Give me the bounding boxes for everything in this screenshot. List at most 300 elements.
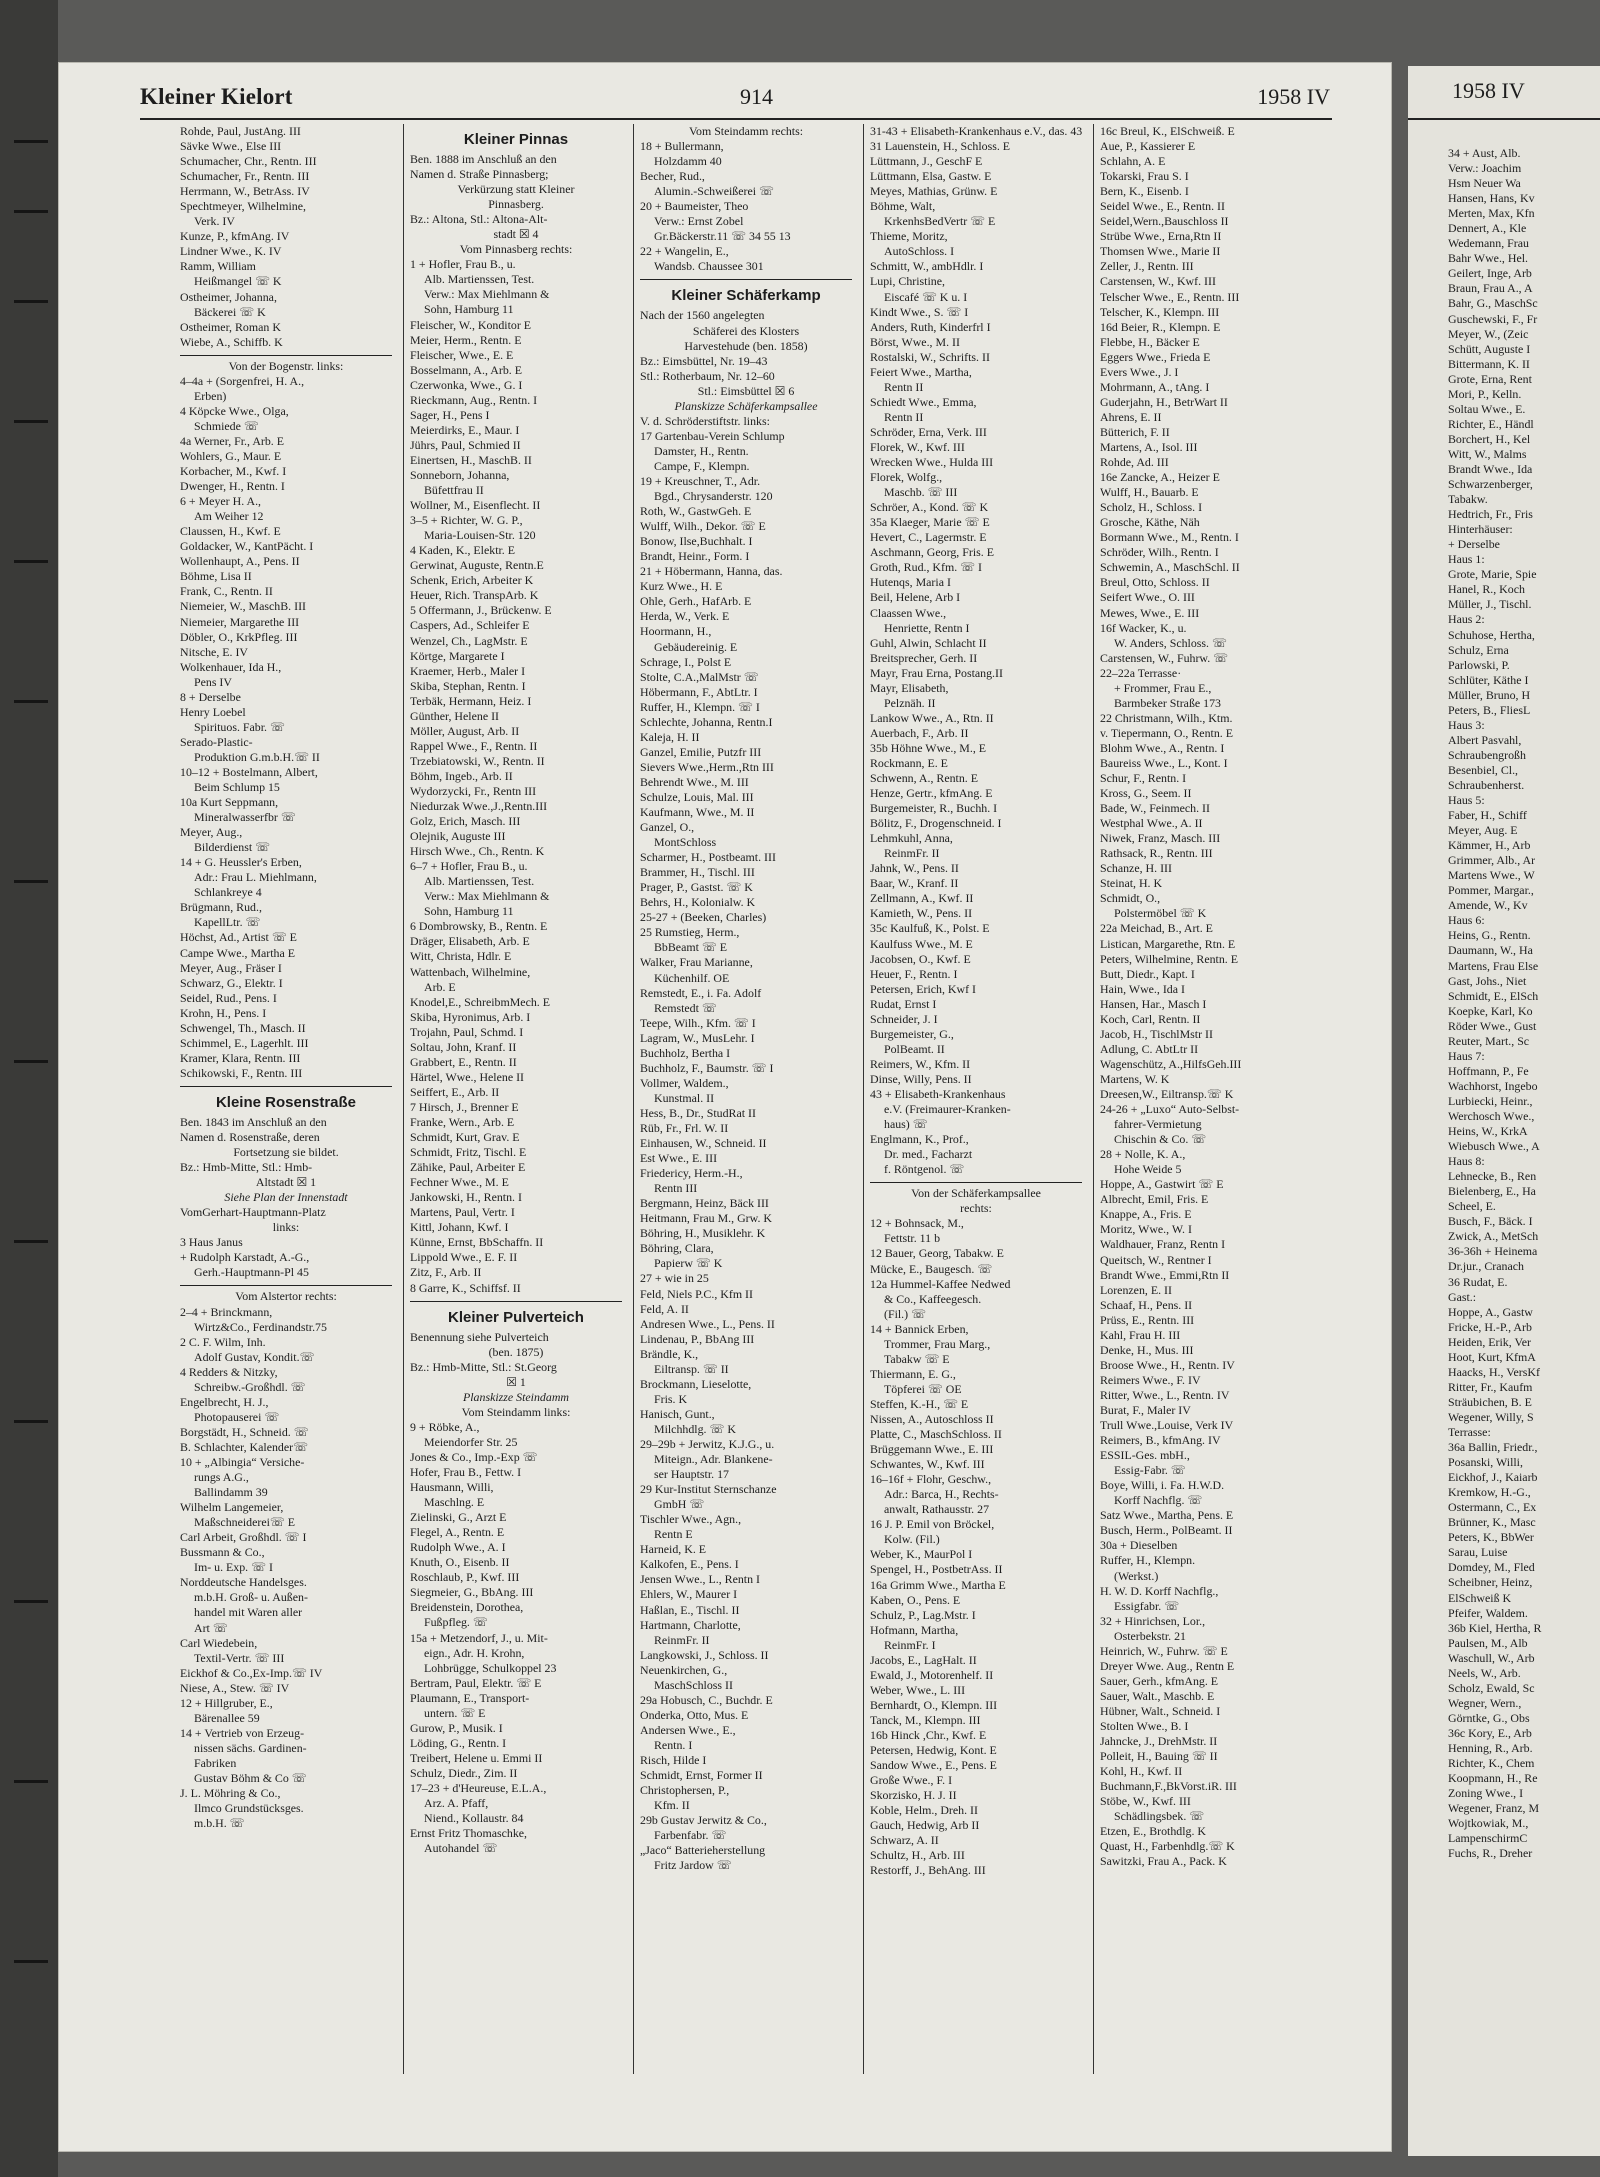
directory-entry: Florek, W., Kwf. III — [870, 439, 965, 454]
directory-entry: Rentn II — [884, 379, 924, 394]
directory-entry: Kaben, O., Pens. E — [870, 1592, 961, 1607]
directory-entry: Hübner, Walt., Schneid. I — [1100, 1703, 1221, 1718]
directory-entry: Pinnasberg. — [488, 197, 544, 212]
directory-entry: 16f Wacker, K., u. — [1100, 620, 1187, 635]
directory-entry: handel mit Waren aller — [194, 1605, 303, 1620]
directory-entry: Skorzisko, H. J. II — [870, 1788, 957, 1803]
directory-entry: Lüttmann, J., GeschF E — [870, 154, 983, 169]
directory-entry: Bz.: Altona, Stl.: Altona-Alt- — [410, 212, 548, 227]
column-divider — [633, 124, 634, 2074]
facing-page-entry: 34 + Aust, Alb. — [1448, 146, 1521, 160]
directory-entry: Guderjahn, H., BetrWart II — [1100, 394, 1228, 409]
directory-entry: 7 Hirsch, J., Brenner E — [410, 1099, 519, 1114]
directory-entry: 1 + Hofler, Frau B., u. — [410, 257, 516, 272]
directory-entry: Büfettfrau II — [424, 483, 484, 498]
directory-entry: m.b.H. ☏ — [194, 1816, 245, 1831]
directory-entry: Hevert, C., Lagermstr. E — [870, 530, 987, 545]
facing-page-entry: Werchosch Wwe., — [1448, 1109, 1535, 1123]
directory-entry: Bz.: Hmb-Mitte, Stl.: St.Georg — [410, 1359, 557, 1374]
directory-entry: 29b Gustav Jerwitz & Co., — [640, 1813, 767, 1828]
directory-entry: Serado-Plastic- — [180, 734, 253, 749]
facing-page-entry: Parlowski, P. — [1448, 657, 1510, 672]
directory-entry: Boye, Willi, i. Fa. H.W.D. — [1100, 1478, 1225, 1493]
facing-page-entry: Koepke, Karl, Ko — [1448, 1003, 1533, 1018]
facing-page-entry: Geilert, Inge, Arb — [1448, 266, 1532, 281]
directory-entry: Petersen, Hedwig, Kont. E — [870, 1743, 997, 1758]
facing-page-entry: Braun, Frau A., A — [1448, 281, 1533, 296]
directory-entry: Feld, Niels P.C., Kfm II — [640, 1286, 753, 1301]
directory-entry: Jacobsen, O., Kwf. E — [870, 951, 971, 966]
directory-entry: Schmidt, O., — [1100, 891, 1161, 906]
directory-entry: Meyes, Mathias, Grünw. E — [870, 184, 998, 199]
directory-entry: Rathsack, R., Rentn. III — [1100, 846, 1213, 861]
directory-entry: Zitz, F., Arb. II — [410, 1265, 482, 1280]
directory-entry: 16e Zancke, A., Heizer E — [1100, 470, 1220, 485]
directory-entry: Lüttmann, Elsa, Gastw. E — [870, 169, 992, 184]
directory-entry: Zellmann, A., Kwf. II — [870, 891, 974, 906]
directory-entry: Florek, Wolfg., — [870, 470, 943, 485]
directory-entry: Chischin & Co. ☏ — [1114, 1132, 1207, 1147]
directory-entry: Eiltransp. ☏ II — [654, 1361, 729, 1376]
directory-entry: Milchhdlg. ☏ K — [654, 1421, 736, 1436]
directory-entry: 29 Kur-Institut Sternschanze — [640, 1482, 777, 1497]
directory-entry: Satz Wwe., Martha, Pens. E — [1100, 1508, 1234, 1523]
directory-entry: Schmidt, Kurt, Grav. E — [410, 1130, 520, 1145]
directory-entry: Breitsprecher, Gerh. II — [870, 650, 978, 665]
directory-entry: Ahrens, E. II — [1100, 409, 1162, 424]
directory-entry: 2 C. F. Wilm, Inh. — [180, 1334, 266, 1349]
directory-entry: Erben) — [194, 388, 227, 403]
directory-entry: Haßlan, E., Tischl. II — [640, 1602, 740, 1617]
directory-entry: Maßschneiderei☏ E — [194, 1515, 296, 1530]
facing-page-entry: Hanel, R., Koch — [1448, 582, 1525, 597]
directory-entry: Tischler Wwe., Agn., — [640, 1512, 742, 1527]
directory-entry: Stolten Wwe., B. I — [1100, 1718, 1189, 1733]
directory-entry: Sievers Wwe.,Herm.,Rtn III — [640, 759, 774, 774]
facing-page-entry: Fricke, H.-P., Arb — [1448, 1319, 1532, 1334]
facing-page-entry: Kämmer, H., Arb — [1448, 838, 1531, 853]
directory-entry: Produktion G.m.b.H.☏ II — [194, 749, 320, 764]
directory-entry: Hain, Wwe., Ida I — [1100, 981, 1185, 996]
directory-entry: Trommer, Frau Marg., — [884, 1336, 991, 1351]
directory-entry: 16b Hinck ,Chr., Kwf. E — [870, 1727, 987, 1742]
directory-entry: Ohle, Gerh., HafArb. E — [640, 594, 752, 609]
spine-mark — [14, 1780, 48, 1783]
directory-entry: Kahl, Frau H. III — [1100, 1327, 1181, 1342]
directory-entry: Soltau, John, Kranf. II — [410, 1039, 517, 1054]
facing-page-entry: Schmidt, E., ElSch — [1448, 988, 1539, 1003]
directory-entry: Ostheimer, Roman K — [180, 319, 281, 334]
directory-entry: 22–22a Terrasse· — [1100, 665, 1182, 680]
facing-page-entry: Wegener, Willy, S — [1448, 1409, 1534, 1424]
directory-entry: 10a Kurt Seppmann, — [180, 795, 279, 810]
facing-page-entry: Guschewski, F., Fr — [1448, 311, 1538, 326]
directory-entry: Schädlingsbek. ☏ — [1114, 1809, 1205, 1824]
directory-entry: Trzebiatowski, W., Rentn. II — [410, 753, 545, 768]
directory-entry: + Rudolph Karstadt, A.-G., — [180, 1250, 310, 1265]
directory-entry: Guhl, Alwin, Schlacht II — [870, 635, 987, 650]
directory-entry: Fortsetzung sie bildet. — [233, 1145, 339, 1160]
facing-page-entry: Zoning Wwe., I — [1448, 1786, 1524, 1801]
facing-page-entry: Kremkow, H.-G., — [1448, 1485, 1531, 1500]
street-section-heading: Kleiner Schäferkamp — [671, 287, 821, 305]
directory-entry: Nach der 1560 angelegten — [640, 308, 765, 323]
directory-entry: MontSchloss — [654, 835, 717, 850]
directory-entry: Barmbeker Straße 173 — [1114, 695, 1221, 710]
directory-entry: Ramm, William — [180, 259, 256, 274]
facing-page-entry: Lurbiecki, Heinr., — [1448, 1093, 1533, 1108]
header-rule — [140, 118, 1332, 120]
directory-entry: Sohn, Hamburg 11 — [424, 302, 514, 317]
directory-entry: Evers Wwe., J. I — [1100, 364, 1179, 379]
directory-entry: stadt ☒ 4 — [493, 227, 539, 242]
directory-entry: Sauer, Walt., Maschb. E — [1100, 1688, 1215, 1703]
directory-entry: Martens, W. K — [1100, 1071, 1170, 1086]
directory-entry: Hartmann, Charlotte, — [640, 1617, 741, 1632]
directory-entry: Wagenschütz, A.,HilfsGeh.III — [1100, 1056, 1242, 1071]
directory-entry: Hofmann, Martha, — [870, 1622, 959, 1637]
directory-entry: 8 Garre, K., Schiffsf. II — [410, 1280, 521, 1295]
directory-entry: Schröder, Erna, Verk. III — [870, 424, 987, 439]
directory-entry: Hirsch Wwe., Ch., Rentn. K — [410, 844, 545, 859]
facing-page-entry: 36c Kory, E., Arb — [1448, 1725, 1532, 1740]
facing-page-entry: Heins, G., Rentn. — [1448, 928, 1531, 943]
directory-entry: Polleit, H., Bauing ☏ II — [1100, 1749, 1218, 1764]
facing-page-entry: Schütt, Auguste I — [1448, 341, 1531, 356]
directory-entry: Ballindamm 39 — [194, 1485, 268, 1500]
directory-entry: Telscher, K., Klempn. III — [1100, 304, 1220, 319]
column-5 — [1100, 124, 1312, 2074]
directory-entry: Prüss, E., Rentn. III — [1100, 1312, 1195, 1327]
directory-entry: Bertram, Paul, Elektr. ☏ E — [410, 1675, 542, 1690]
directory-entry: & Co., Kaffeegesch. — [884, 1291, 982, 1306]
directory-entry: ReinmFr. I — [884, 1637, 936, 1652]
directory-entry: Roschlaub, P., Kwf. III — [410, 1570, 520, 1585]
facing-page-entry: Scheel, E. — [1448, 1199, 1496, 1214]
directory-entry: rungs A.G., — [194, 1470, 249, 1485]
column-2 — [410, 124, 622, 2074]
directory-entry: VomGerhart-Hauptmann-Platz — [180, 1205, 326, 1220]
directory-entry: Bölitz, F., Drogenschneid. I — [870, 816, 1002, 831]
directory-entry: Tanck, M., Klempn. III — [870, 1712, 981, 1727]
facing-page-entry: Peters, B., FliesL — [1448, 702, 1531, 717]
directory-entry: Körtge, Margarete I — [410, 648, 505, 663]
facing-page-entry: Gast.: — [1448, 1289, 1477, 1304]
directory-entry: Hausmann, Willi, — [410, 1480, 494, 1495]
directory-entry: Flegel, A., Rentn. E — [410, 1525, 505, 1540]
directory-entry: Heißmangel ☏ K — [194, 274, 282, 289]
directory-entry: KapellLtr. ☏ — [194, 915, 261, 930]
directory-entry: Brockmann, Lieselotte, — [640, 1376, 752, 1391]
directory-entry: Heinrich, W., Fuhrw. ☏ E — [1100, 1643, 1228, 1658]
directory-entry: Eggers Wwe., Frieda E — [1100, 349, 1211, 364]
directory-entry: 3 Haus Janus — [180, 1235, 243, 1250]
directory-entry: Mohrmann, A., tAng. I — [1100, 379, 1210, 394]
directory-entry: Westphal Wwe., A. II — [1100, 816, 1203, 831]
directory-entry: Schäferei des Klosters — [692, 323, 800, 338]
directory-entry: 15a + Metzendorf, J., u. Mit- — [410, 1630, 548, 1645]
facing-page-entry: Schraubengroßh — [1448, 747, 1526, 762]
directory-entry: Buchmann,F.,BkVorst.iR. III — [1100, 1779, 1237, 1794]
directory-entry: 16d Beier, R., Klempn. E — [1100, 319, 1221, 334]
directory-entry: Scharmer, H., Postbeamt. III — [640, 850, 776, 865]
facing-page-entry: Schuhose, Hertha, — [1448, 627, 1535, 642]
directory-entry: 24-26 + „Luxo“ Auto-Selbst- — [1100, 1102, 1240, 1117]
directory-entry: Stolte, C.A.,MalMstr ☏ — [640, 669, 759, 684]
directory-entry: Eickhof & Co.,Ex-Imp.☏ IV — [180, 1665, 323, 1680]
directory-entry: Telscher Wwe., E., Rentn. III — [1100, 289, 1240, 304]
directory-entry: Niese, A., Stew. ☏ IV — [180, 1680, 290, 1695]
directory-entry: (Fil.) ☏ — [884, 1306, 926, 1321]
directory-entry: Meyer, Aug., — [180, 825, 243, 840]
directory-entry: 16c Breul, K., ElSchweiß. E — [1100, 124, 1235, 138]
directory-entry: Eiscafé ☏ K u. I — [884, 289, 968, 304]
directory-entry: Schwenn, A., Rentn. E — [870, 771, 978, 786]
directory-entry: Rohde, Ad. III — [1100, 455, 1169, 470]
directory-entry: 21 + Höbermann, Hanna, das. — [640, 564, 783, 579]
directory-entry: Nitsche, E. IV — [180, 644, 249, 659]
directory-entry: Henze, Gertr., kfmAng. E — [870, 786, 993, 801]
facing-page-entry: Brünner, K., Masc — [1448, 1515, 1536, 1530]
directory-entry: Norddeutsche Handelsges. — [180, 1575, 307, 1590]
directory-entry: Claassen Wwe., — [870, 605, 947, 620]
directory-entry: Bergmann, Heinz, Bäck III — [640, 1196, 769, 1211]
directory-entry: Polstermöbel ☏ K — [1114, 906, 1207, 921]
facing-page-entry: Müller, J., Tischl. — [1448, 597, 1532, 612]
facing-page-entry: Daumann, W., Ha — [1448, 943, 1533, 958]
directory-entry: Lohbrügge, Schulkoppel 23 — [424, 1660, 557, 1675]
facing-page-entry: Dennert, A., Kle — [1448, 221, 1527, 236]
facing-page-entry: ElSchweiß K — [1448, 1590, 1512, 1605]
directory-entry: Henriette, Rentn I — [884, 620, 970, 635]
directory-entry: Scholz, H., Schloss. I — [1100, 500, 1203, 515]
directory-entry: Dr. med., Facharzt — [884, 1147, 973, 1162]
directory-entry: Jahnk, W., Pens. II — [870, 861, 959, 876]
directory-entry: Caspers, Ad., Schleifer E — [410, 618, 530, 633]
directory-entry: Wollner, M., Eisenflecht. II — [410, 498, 541, 513]
facing-page-entry: Domdey, M., Fled — [1448, 1560, 1535, 1575]
directory-entry: 30a + Dieselben — [1100, 1538, 1178, 1553]
directory-entry: Weber, K., MaurPol I — [870, 1547, 973, 1562]
directory-entry: Jones & Co., Imp.-Exp ☏ — [410, 1449, 538, 1464]
directory-entry: Kittl, Johann, Kwf. I — [410, 1220, 509, 1235]
facing-page-entry: Henning, R., Arb. — [1448, 1740, 1533, 1755]
directory-entry: Niemeier, W., MaschB. III — [180, 599, 306, 614]
directory-entry: Rieckmann, Aug., Rentn. I — [410, 392, 538, 407]
facing-page-entry: Brandt Wwe., Ida — [1448, 461, 1533, 476]
directory-entry: Adr.: Frau L. Miehlmann, — [194, 870, 317, 885]
directory-entry: 25-27 + (Beeken, Charles) — [640, 910, 767, 925]
directory-entry: Tabakw ☏ E — [884, 1351, 950, 1366]
facing-page-entry: Schlüter, Käthe I — [1448, 672, 1529, 687]
directory-entry: Ben. 1843 im Anschluß an den — [180, 1114, 327, 1129]
directory-entry: Frank, C., Rentn. II — [180, 584, 273, 599]
directory-entry: Carl Wiedebein, — [180, 1635, 258, 1650]
directory-entry: Essigfabr. ☏ — [1114, 1598, 1180, 1613]
directory-entry: Schulz, Diedr., Zim. II — [410, 1765, 518, 1780]
directory-entry: Einhausen, W., Schneid. II — [640, 1136, 767, 1151]
facing-page-entry: Wedemann, Frau — [1448, 236, 1529, 251]
directory-entry: 35c Kaulfuß, K., Polst. E — [870, 921, 990, 936]
facing-page-entry: Görntke, G., Obs — [1448, 1710, 1530, 1725]
directory-entry: Meier, Herm., Rentn. E — [410, 332, 522, 347]
spine-mark — [14, 140, 48, 143]
spine-mark — [14, 1960, 48, 1963]
directory-entry: Koch, Carl, Rentn. II — [1100, 1011, 1201, 1026]
directory-entry: 43 + Elisabeth-Krankenhaus — [870, 1087, 1006, 1101]
directory-entry: Broose Wwe., H., Rentn. IV — [1100, 1357, 1235, 1372]
directory-entry: Dwenger, H., Rentn. I — [180, 479, 285, 494]
directory-entry: Harvestehude (ben. 1858) — [684, 338, 808, 353]
directory-entry: Sandow Wwe., E., Pens. E — [870, 1758, 997, 1773]
facing-page-entry: Heins, W., KrkA — [1448, 1124, 1528, 1139]
directory-entry: Pens IV — [194, 674, 232, 689]
directory-entry: Martens, Paul, Vertr. I — [410, 1205, 515, 1220]
directory-entry: Kraemer, Herb., Maler I — [410, 663, 526, 678]
directory-entry: Koble, Helm., Dreh. II — [870, 1803, 978, 1818]
directory-entry: BbBeamt ☏ E — [654, 940, 727, 955]
column-divider — [1093, 124, 1094, 2074]
facing-page-entry: Bahr, G., MaschSc — [1448, 296, 1538, 311]
directory-entry: Trojahn, Paul, Schmd. I — [410, 1024, 524, 1039]
directory-entry: Heuer, Rich. TranspArb. K — [410, 588, 539, 603]
directory-entry: Ruffer, H., Klempn. ☏ I — [640, 699, 760, 714]
facing-page-entry: Zwick, A., MetSch — [1448, 1229, 1539, 1244]
directory-entry: Ritter, Wwe., L., Rentn. IV — [1100, 1387, 1230, 1402]
directory-entry: Kamieth, W., Pens. II — [870, 906, 973, 921]
directory-entry: 35b Höhne Wwe., M., E — [870, 740, 987, 755]
directory-entry: Essig-Fabr. ☏ — [1114, 1463, 1186, 1478]
directory-entry: 14 + Bannick Erben, — [870, 1321, 969, 1336]
directory-entry: Ostheimer, Johanna, — [180, 289, 277, 304]
directory-entry: Grosche, Käthe, Näh — [1100, 515, 1200, 530]
directory-entry: 6 + Meyer H. A., — [180, 494, 262, 509]
directory-entry: Bz.: Hmb-Mitte, Stl.: Hmb- — [180, 1160, 313, 1175]
directory-entry: Schaaf, H., Pens. II — [1100, 1297, 1193, 1312]
directory-entry: 12 + Hillgruber, E., — [180, 1695, 273, 1710]
directory-entry: Wiebe, A., Schiffb. K — [180, 334, 283, 349]
directory-entry: 6 Dombrowsky, B., Rentn. E — [410, 919, 548, 934]
directory-entry: Einertsen, H., MaschB. II — [410, 452, 532, 467]
directory-entry: Hansen, Har., Masch I — [1100, 996, 1207, 1011]
facing-page-entry: Haus 2: — [1448, 612, 1485, 627]
directory-entry: Roth, W., GastwGeh. E — [640, 504, 752, 519]
facing-page-entry: Scholz, Ewald, Sc — [1448, 1680, 1535, 1695]
directory-entry: nissen sächs. Gardinen- — [194, 1740, 307, 1755]
directory-entry: Burgemeister, G., — [870, 1026, 954, 1041]
directory-entry: Mewes, Wwe., E. III — [1100, 605, 1200, 620]
facing-page-entry: Sträubichen, B. E — [1448, 1394, 1532, 1409]
directory-entry: Wandsb. Chaussee 301 — [654, 259, 764, 274]
directory-entry: 18 + Bullermann, — [640, 139, 724, 154]
directory-entry: Lupi, Christine, — [870, 274, 945, 289]
facing-page-entry: Grimmer, Alb., Ar — [1448, 853, 1536, 868]
directory-entry: Strübe Wwe., Erna,Rtn II — [1100, 229, 1222, 244]
directory-entry: Namen d. Rosenstraße, deren — [180, 1130, 320, 1144]
directory-entry: Kohl, H., Kwf. II — [1100, 1764, 1183, 1779]
directory-entry: 22a Meichad, B., Art. E — [1100, 921, 1213, 936]
facing-page-entry: Haus 5: — [1448, 793, 1485, 808]
directory-entry: Bade, W., Feinmech. II — [1100, 801, 1210, 816]
directory-entry: Wolkenhauer, Ida H., — [180, 659, 282, 674]
directory-entry: Sonneborn, Johanna, — [410, 467, 510, 482]
directory-entry: Fußpfleg. ☏ — [424, 1615, 488, 1630]
directory-entry: Art ☏ — [194, 1620, 228, 1635]
directory-entry: Löding, G., Rentn. I — [410, 1735, 507, 1750]
directory-entry: Kramer, Klara, Rentn. III — [180, 1050, 301, 1065]
spine-mark — [14, 700, 48, 703]
facing-page-year: 1958 IV — [1452, 78, 1525, 103]
directory-entry: Hofer, Frau B., Fettw. I — [410, 1464, 522, 1479]
directory-entry: 2–4 + Brinckmann, — [180, 1304, 273, 1319]
directory-entry: Namen d. Straße Pinnasberg; — [410, 167, 549, 182]
facing-page-entry: Haus 6: — [1448, 913, 1485, 928]
directory-entry: Rentn III — [654, 1181, 698, 1196]
directory-entry: B. Schlachter, Kalender☏ — [180, 1439, 308, 1454]
directory-entry: v. Tiepermann, O., Rentn. E — [1100, 725, 1233, 740]
street-heading: Kleiner Kielort — [140, 84, 293, 109]
directory-entry: Wirtz&Co., Ferdinandstr.75 — [194, 1319, 327, 1334]
directory-entry: Planskizze Steindamm — [462, 1389, 569, 1404]
directory-entry: Dräger, Elisabeth, Arb. E — [410, 934, 530, 949]
directory-entry: 28 + Nolle, K. A., — [1100, 1147, 1186, 1162]
directory-entry: Feiert Wwe., Martha, — [870, 364, 972, 379]
directory-entry: Brügmann, Rud., — [180, 900, 262, 915]
directory-entry: 29a Hobusch, C., Buchdr. E — [640, 1692, 773, 1707]
directory-entry: Thiermann, E. G., — [870, 1366, 956, 1381]
directory-entry: Siehe Plan der Innenstadt — [224, 1190, 348, 1205]
directory-entry: Hohe Weide 5 — [1114, 1162, 1182, 1177]
directory-entry: Autohandel ☏ — [424, 1841, 498, 1856]
directory-entry: Dinse, Willy, Pens. II — [870, 1071, 972, 1086]
directory-entry: 27 + wie in 25 — [640, 1271, 709, 1286]
facing-page-entry: Wegner, Wern., — [1448, 1695, 1522, 1710]
directory-entry: Schumacher, Chr., Rentn. III — [180, 154, 317, 169]
page-header — [140, 78, 1330, 118]
directory-entry: Baureiss Wwe., L., Kont. I — [1100, 755, 1228, 770]
directory-entry: Schmiede ☏ — [194, 418, 259, 433]
directory-entry: Adolf Gustav, Kondit.☏ — [194, 1349, 315, 1364]
directory-entry: Böhm, Ingeb., Arb. II — [410, 768, 513, 783]
directory-entry: Buchholz, F., Baumstr. ☏ I — [640, 1060, 774, 1075]
directory-entry: Schwarz, G., Elektr. I — [180, 975, 283, 990]
directory-entry: 19 + Kreuschner, T., Adr. — [640, 473, 761, 488]
directory-entry: Jahncke, J., DrehMstr. II — [1100, 1734, 1218, 1749]
directory-entry: Mücke, E., Baugesch. ☏ — [870, 1261, 993, 1276]
directory-entry: Busch, Herm., PolBeamt. II — [1100, 1523, 1233, 1538]
directory-entry: Martens, A., Isol. III — [1100, 439, 1198, 454]
directory-entry: Wollenhaupt, A., Pens. II — [180, 554, 300, 569]
spine-mark — [14, 210, 48, 213]
facing-page-entry: 36-36h + Heinema — [1448, 1244, 1538, 1259]
directory-entry: Bgd., Chrysanderstr. 120 — [654, 489, 773, 504]
directory-entry: Schwarz, A. II — [870, 1833, 939, 1848]
directory-entry: Wenzel, Ch., LagMstr. E — [410, 633, 528, 648]
spine-mark — [14, 1240, 48, 1243]
directory-entry: Osterbekstr. 21 — [1114, 1628, 1186, 1643]
directory-entry: Schreibw.-Großhdl. ☏ — [194, 1379, 306, 1394]
directory-entry: 16a Grimm Wwe., Martha E — [870, 1577, 1006, 1592]
directory-entry: Vom Pinnasberg rechts: — [459, 242, 573, 257]
directory-entry: Schwantes, W., Kwf. III — [870, 1457, 985, 1472]
spine-mark — [14, 300, 48, 303]
directory-entry: Walker, Frau Marianne, — [640, 955, 753, 970]
directory-entry: Sävke Wwe., Else III — [180, 139, 282, 154]
directory-entry: Harneid, K. E — [640, 1542, 707, 1557]
directory-entry: Photopauserei ☏ — [194, 1409, 280, 1424]
directory-entry: Kunze, P., kfmAng. IV — [180, 229, 290, 244]
directory-entry: Wydorzycki, Fr., Rentn III — [410, 783, 537, 798]
